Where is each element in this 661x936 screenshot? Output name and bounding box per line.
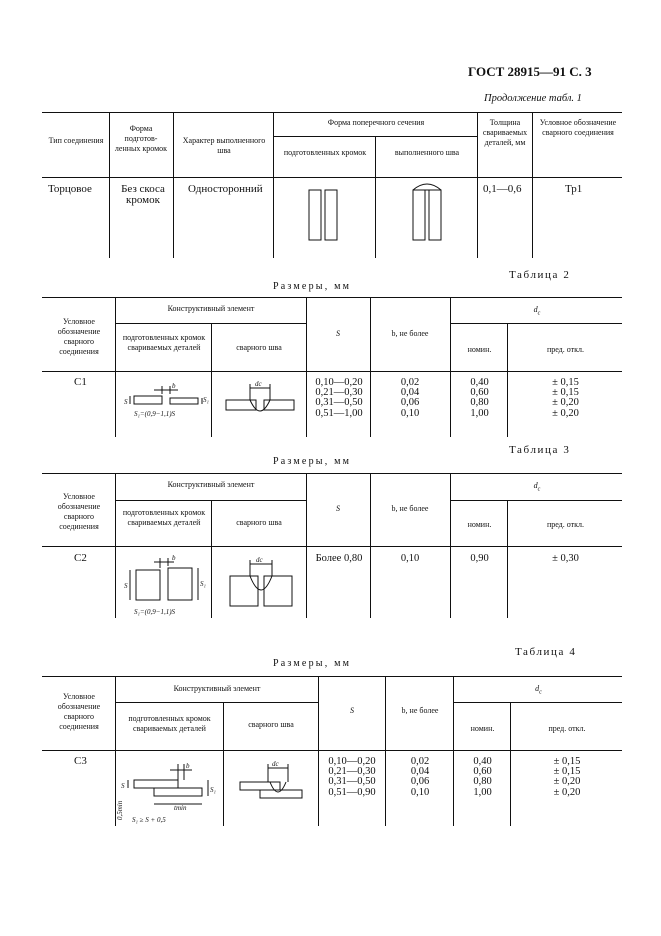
table4-symbol: С3 — [74, 755, 87, 767]
table4-caption: Таблица 4 — [515, 646, 577, 658]
document-code: ГОСТ 28915—91 С. 3 — [468, 64, 592, 79]
table4-b-header: b, не более — [401, 706, 439, 715]
table4-symbol-header: Условное обозначение сварного соединения — [57, 692, 101, 731]
table4-dc-header: $d_c$ — [535, 684, 542, 696]
table3-dc-header: $d_c$ — [533, 481, 541, 493]
row-edges: Без скоса кромок — [121, 183, 165, 206]
col-type-header: Тип соединения — [48, 136, 104, 145]
table3-b-header: b, не более — [391, 504, 429, 513]
col-thickness-header: Толщина свариваемых деталей, мм — [482, 118, 528, 147]
table2-nom-values: 0,40 0,60 0,80 1,00 — [470, 377, 489, 419]
table2-dc-header: $d_c$ — [533, 305, 541, 317]
svg-text:S: S — [124, 398, 128, 406]
table4-dev-values: ± 0,15 ± 0,15 ± 0,20 ± 0,20 — [553, 756, 581, 798]
row-type: Торцовое — [48, 183, 92, 195]
col-cross-header: Форма поперечного сечения — [327, 118, 425, 127]
table3-nom-header: номин. — [467, 520, 492, 529]
table2-weld-sketch — [220, 378, 300, 422]
table3-weld-header: сварного шва — [236, 518, 282, 527]
table4-sizes: Размеры, мм — [273, 658, 352, 669]
table2-weld-header: сварного шва — [236, 343, 282, 352]
svg-text:S₁=(0,9−1,1)S: S₁=(0,9−1,1)S — [134, 608, 176, 616]
svg-text:b: b — [172, 382, 176, 390]
table2-dev-header: пред. откл. — [546, 345, 585, 354]
table3-b-values: 0,10 — [400, 553, 420, 564]
table3-caption: Таблица 3 — [509, 444, 571, 456]
table4-b-values: 0,02 0,04 0,06 0,10 — [410, 756, 430, 798]
table4-weld-header: сварного шва — [248, 720, 294, 729]
svg-text:b: b — [172, 554, 176, 562]
svg-text:S₁ ≥ S + 0,5: S₁ ≥ S + 0,5 — [132, 816, 166, 824]
svg-text:dc: dc — [255, 380, 262, 388]
table2-caption: Таблица 2 — [509, 269, 571, 281]
table2-symbol: С1 — [74, 376, 87, 388]
table3-dev-header: пред. откл. — [546, 520, 585, 529]
table4-s-header: S — [350, 706, 354, 715]
table4-weld-sketch — [232, 758, 308, 808]
svg-text:0,5min: 0,5min — [116, 800, 124, 820]
table3-nom-values: 0,90 — [470, 553, 489, 564]
col-cross-prep-header: подготовленных кромок — [283, 148, 367, 157]
table2-element-header: Конструктивный элемент — [167, 304, 255, 313]
table3-prepared-header: подготовленных кромок свариваемых деталей — [122, 508, 206, 527]
col-symbol-header: Условное обозначение сварного соединения — [539, 118, 617, 137]
table2-prepared-sketch — [124, 380, 208, 422]
table3-weld-sketch — [224, 556, 300, 612]
svg-text:tmin: tmin — [174, 804, 187, 812]
continuation-label: Продолжение табл. 1 — [484, 93, 582, 104]
svg-text:b: b — [186, 762, 190, 770]
table4-prepared-header: подготовленных кромок свариваемых деталей — [128, 714, 211, 733]
table3-s-header: S — [336, 504, 340, 513]
table3-dev-values: ± 0,30 — [552, 553, 579, 564]
col-nature-header: Характер выполненного шва — [182, 136, 266, 155]
table3-s-values: Более 0,80 — [315, 553, 363, 564]
table4-nom-values: 0,40 0,60 0,80 1,00 — [473, 756, 492, 798]
svg-text:S: S — [121, 782, 125, 790]
table4-element-header: Конструктивный элемент — [173, 684, 261, 693]
table2-symbol-header: Условное обозначение сварного соединения — [57, 317, 101, 356]
row-nature: Односторонний — [188, 183, 263, 195]
svg-text:S₁=(0,9−1,1)S: S₁=(0,9−1,1)S — [134, 410, 176, 418]
svg-text:S₁: S₁ — [200, 580, 206, 588]
table3-prepared-sketch — [124, 552, 208, 618]
table2-b-values: 0,02 0,04 0,06 0,10 — [400, 377, 420, 419]
table4-dev-header: пред. откл. — [548, 724, 586, 733]
col-cross-done-header: выполненного шва — [394, 148, 460, 157]
table4-nom-header: номин. — [470, 724, 495, 733]
table2-s-header: S — [336, 329, 340, 338]
table4-prepared-sketch — [116, 756, 220, 824]
table3-element-header: Конструктивный элемент — [167, 480, 255, 489]
table2-dev-values: ± 0,15 ± 0,15 ± 0,20 ± 0,20 — [552, 377, 579, 419]
table2-b-header: b, не более — [391, 329, 429, 338]
table3-sizes: Размеры, мм — [273, 456, 352, 467]
table3-symbol-header: Условное обозначение сварного соединения — [57, 492, 101, 531]
table2-prepared-header: подготовленных кромок свариваемых деталей — [122, 333, 206, 352]
svg-text:S₁: S₁ — [203, 396, 209, 404]
row-symbol: Тр1 — [565, 183, 583, 195]
svg-text:S₁: S₁ — [210, 786, 216, 794]
table4-s-values: 0,10—0,20 0,21—0,30 0,31—0,50 0,51—0,90 — [328, 756, 376, 798]
row-thickness: 0,1—0,6 — [483, 183, 522, 195]
table1-prepared-edges-sketch — [306, 188, 346, 244]
svg-text:S: S — [124, 582, 128, 590]
table2-nom-header: номин. — [467, 345, 492, 354]
table2-sizes: Размеры, мм — [273, 281, 352, 292]
svg-text:dc: dc — [272, 760, 279, 768]
table3-symbol: С2 — [74, 552, 87, 564]
svg-text:dc: dc — [256, 556, 263, 564]
table2-s-values: 0,10—0,20 0,21—0,30 0,31—0,50 0,51—1,00 — [315, 377, 363, 419]
col-edges-header: Форма подготов- ленных кромок — [114, 124, 168, 153]
table1-weld-sketch — [408, 180, 452, 244]
